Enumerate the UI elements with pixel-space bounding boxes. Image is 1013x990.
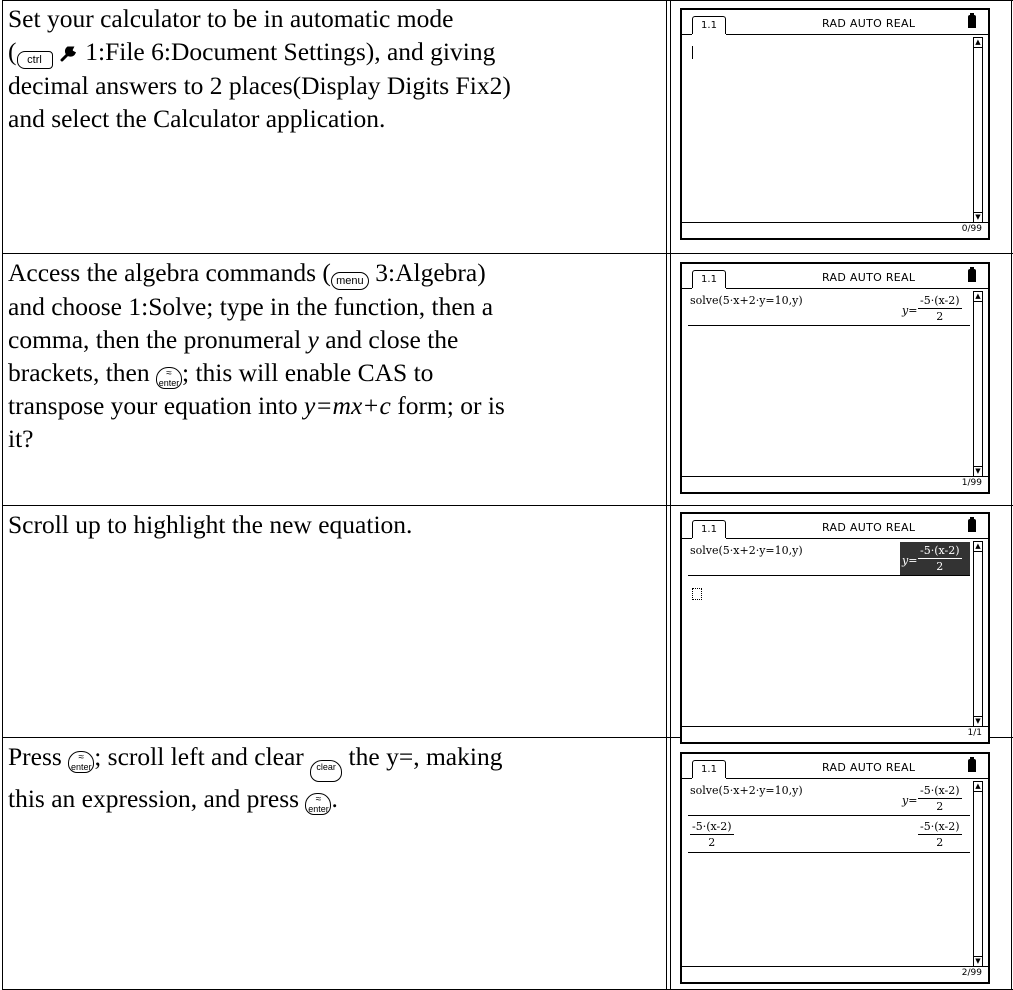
calculator-screen	[680, 512, 990, 744]
row-divider	[2, 505, 1013, 506]
instruction-line: and select the Calculator application.	[8, 104, 386, 133]
status-bar	[682, 222, 988, 239]
entry-placeholder[interactable]	[692, 588, 702, 600]
history-count: 2/99	[961, 968, 982, 978]
history-input-2[interactable]	[690, 820, 734, 850]
battery-icon	[968, 15, 976, 28]
scroll-down-icon[interactable]: ▼	[975, 467, 981, 475]
instruction-line: Access the algebra commands ( menu 3:Algebra)	[8, 256, 658, 290]
calculator-screen	[680, 262, 990, 494]
history-count: 0/99	[961, 224, 982, 234]
input2-numerator: -5·(x-2)	[692, 820, 732, 833]
scroll-up-icon[interactable]: ▲	[975, 292, 981, 300]
instruction-line: it?	[8, 424, 34, 453]
instruction-cell	[8, 740, 658, 815]
result-numerator: -5·(x-2)	[920, 784, 960, 797]
instruction-line: this an expression, and press ≈ enter .	[8, 784, 338, 814]
text-cursor	[692, 46, 693, 59]
result-numerator: -5·(x-2)	[920, 294, 960, 307]
instruction-line: brackets, then ≈ enter ; this will enable CAS to	[8, 358, 434, 388]
history-separator	[688, 575, 970, 576]
result-denominator: 2	[936, 800, 944, 813]
screen-header	[682, 754, 988, 784]
instruction-cell	[8, 256, 658, 455]
scroll-down-icon[interactable]: ▼	[975, 717, 981, 725]
scroll-up-icon[interactable]: ▲	[975, 782, 981, 790]
history-result[interactable]	[918, 784, 962, 814]
ctrl-key-icon: ctrl	[17, 51, 53, 69]
history-result-2[interactable]	[918, 820, 962, 850]
history-count: 1/1	[967, 728, 982, 738]
mode-status: RAD AUTO REAL	[822, 761, 916, 774]
scroll-down-icon[interactable]: ▼	[975, 957, 981, 965]
enter-key-icon: ≈ enter	[305, 793, 331, 815]
mode-status: RAD AUTO REAL	[822, 17, 916, 30]
table-border-top	[2, 0, 1013, 1]
enter-key-icon: ≈ enter	[68, 751, 94, 773]
history-input[interactable]: solve(5·x+2·y=10,y)	[690, 784, 803, 797]
scrollbar[interactable]	[973, 781, 983, 967]
clear-key-icon: clear	[310, 760, 342, 782]
wrench-icon	[59, 37, 79, 66]
calculator-screen	[680, 8, 990, 240]
scrollbar[interactable]	[973, 37, 983, 223]
screen-header	[682, 10, 988, 40]
page-tab[interactable]: 1.1	[692, 16, 726, 34]
result2-denominator: 2	[936, 836, 944, 849]
instruction-line: ( ctrl 1:File 6:Document Settings), and giving	[8, 35, 658, 69]
status-bar	[682, 966, 988, 983]
screen-header	[682, 514, 988, 544]
result-denominator: 2	[936, 310, 944, 323]
instruction-line: Press ≈ enter ; scroll left and clear clear the y=, making	[8, 740, 658, 782]
scrollbar[interactable]	[973, 541, 983, 727]
scroll-up-icon[interactable]: ▲	[975, 542, 981, 550]
scroll-down-icon[interactable]: ▼	[975, 213, 981, 221]
instruction-table	[2, 0, 1012, 990]
history-input[interactable]: solve(5·x+2·y=10,y)	[690, 544, 803, 557]
row-divider	[2, 253, 1013, 254]
instruction-cell	[8, 2, 658, 135]
battery-icon	[968, 269, 976, 282]
page-tab[interactable]: 1.1	[692, 520, 726, 538]
battery-icon	[968, 519, 976, 532]
history-input[interactable]: solve(5·x+2·y=10,y)	[690, 294, 803, 307]
instruction-line: and choose 1:Solve; type in the function, then a	[8, 292, 494, 321]
status-bar	[682, 476, 988, 493]
input2-denominator: 2	[708, 836, 716, 849]
result-prefix: y=	[902, 304, 918, 317]
instruction-cell	[8, 508, 658, 541]
instruction-line: comma, then the pronumeral y and close the	[8, 325, 459, 354]
history-separator	[688, 325, 970, 326]
history-count: 1/99	[961, 478, 982, 488]
history-separator	[688, 815, 970, 816]
history-result[interactable]	[918, 294, 962, 324]
instruction-line: decimal answers to 2 places(Display Digits Fix2)	[8, 71, 511, 100]
table-border-right	[1011, 0, 1012, 990]
result-numerator: -5·(x-2)	[920, 544, 960, 557]
calculator-screen	[680, 752, 990, 984]
history-separator	[688, 852, 970, 853]
battery-icon	[968, 759, 976, 772]
scrollbar[interactable]	[973, 291, 983, 477]
enter-key-icon: ≈ enter	[156, 367, 182, 389]
screen-header	[682, 264, 988, 294]
column-divider	[670, 0, 671, 990]
result-prefix: y=	[902, 794, 918, 807]
scroll-up-icon[interactable]: ▲	[975, 38, 981, 46]
status-bar	[682, 726, 988, 743]
instruction-line: Scroll up to highlight the new equation.	[8, 510, 413, 539]
menu-key-icon: menu	[331, 272, 369, 290]
result-prefix: y=	[902, 554, 918, 567]
result-denominator: 2	[936, 560, 944, 573]
table-border-left	[2, 0, 3, 990]
page-tab[interactable]: 1.1	[692, 760, 726, 778]
instruction-line: Set your calculator to be in automatic mode	[8, 4, 454, 33]
mode-status: RAD AUTO REAL	[822, 521, 916, 534]
instruction-line: transpose your equation into y=mx+c form; or is	[8, 391, 505, 420]
mode-status: RAD AUTO REAL	[822, 271, 916, 284]
history-result-selected[interactable]	[918, 544, 962, 574]
column-divider	[666, 0, 667, 990]
page-tab[interactable]: 1.1	[692, 270, 726, 288]
result2-numerator: -5·(x-2)	[920, 820, 960, 833]
